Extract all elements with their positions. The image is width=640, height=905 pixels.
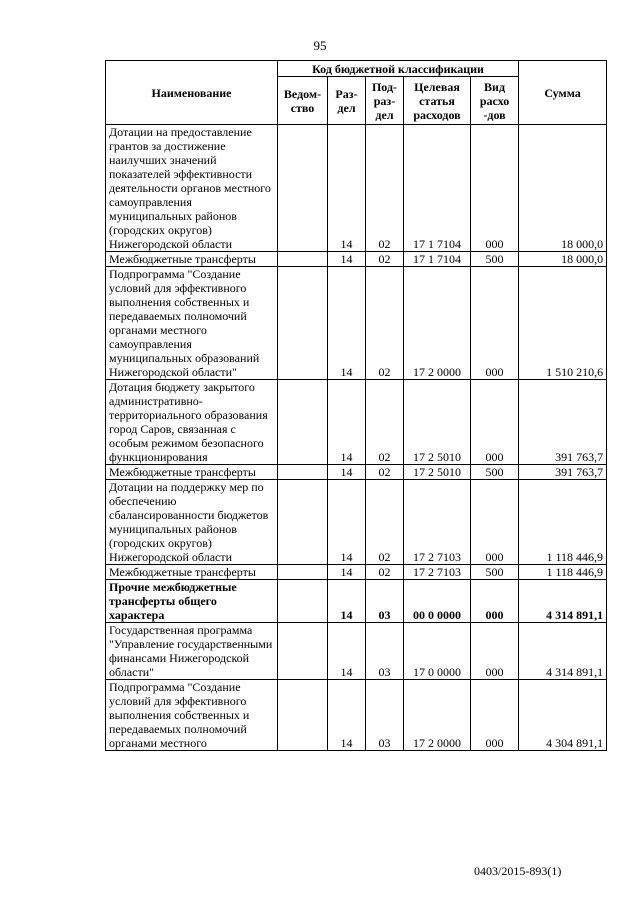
row-subsection: 02 [366,465,404,480]
row-target-article: 17 0 0000 [404,623,471,680]
row-department [278,380,328,465]
header-sum: Сумма [519,61,607,125]
row-target-article: 17 2 5010 [404,380,471,465]
row-name: Подпрограмма "Создание условий для эффективного выполнения собственных и передаваемых полномочий органами местного [106,680,278,751]
row-department [278,580,328,623]
row-expense-type: 000 [471,623,519,680]
row-subsection: 03 [366,580,404,623]
header-department: Ведом-ство [278,77,328,125]
row-expense-type: 500 [471,252,519,267]
row-department [278,252,328,267]
row-name: Прочие межбюджетные трансферты общего характера [106,580,278,623]
row-name: Межбюджетные трансферты [106,465,278,480]
row-expense-type: 000 [471,680,519,751]
row-sum: 4 314 891,1 [519,623,607,680]
row-section: 14 [328,565,366,580]
row-department [278,680,328,751]
row-expense-type: 000 [471,580,519,623]
row-name: Дотации на поддержку мер по обеспечению сбалансированности бюджетов муниципальных районов (городских округов) Нижегородской области [106,480,278,565]
table-row [106,580,607,623]
row-sum: 18 000,0 [519,125,607,252]
row-section: 14 [328,680,366,751]
row-expense-type: 500 [471,465,519,480]
row-sum: 4 314 891,1 [519,580,607,623]
document-code: 0403/2015-893(1) [474,864,562,878]
row-target-article: 17 2 5010 [404,465,471,480]
table-row [106,680,607,751]
row-subsection: 02 [366,267,404,380]
table-row [106,480,607,565]
row-department [278,267,328,380]
table-row [106,623,607,680]
row-name: Дотации на предоставление грантов за достижение наилучших значений показателей эффективности деятельности органов местного самоуправления муниципальных районов (городских округов) Нижегородской области [106,125,278,252]
row-department [278,565,328,580]
row-name: Дотация бюджету закрытого административно-территориального образования город Саров, связанная с особым режимом безопасного функционирования [106,380,278,465]
row-section: 14 [328,623,366,680]
row-section: 14 [328,125,366,252]
row-section: 14 [328,465,366,480]
row-section: 14 [328,267,366,380]
row-expense-type: 000 [471,267,519,380]
row-name: Подпрограмма "Создание условий для эффективного выполнения собственных и передаваемых полномочий органами местного самоуправления муниципальных образований Нижегородской области" [106,267,278,380]
row-target-article: 17 1 7104 [404,125,471,252]
row-department [278,623,328,680]
row-name: Государственная программа "Управление государственными финансами Нижегородской области" [106,623,278,680]
row-name: Межбюджетные трансферты [106,252,278,267]
row-expense-type: 500 [471,565,519,580]
row-subsection: 02 [366,252,404,267]
row-section: 14 [328,580,366,623]
row-target-article: 17 2 0000 [404,267,471,380]
table-row [106,125,607,252]
table-row [106,380,607,465]
header-section: Раз-дел [328,77,366,125]
row-sum: 391 763,7 [519,465,607,480]
row-section: 14 [328,480,366,565]
table-row [106,465,607,480]
row-expense-type: 000 [471,480,519,565]
row-target-article: 17 2 7103 [404,480,471,565]
row-sum: 1 118 446,9 [519,565,607,580]
row-target-article: 00 0 0000 [404,580,471,623]
row-target-article: 17 1 7104 [404,252,471,267]
row-section: 14 [328,380,366,465]
row-sum: 1 510 210,6 [519,267,607,380]
row-department [278,480,328,565]
row-sum: 4 304 891,1 [519,680,607,751]
row-subsection: 02 [366,125,404,252]
table-row [106,267,607,380]
header-budget-code: Код бюджетной классификации [278,61,519,77]
table-row [106,252,607,267]
table-body [106,125,607,751]
row-target-article: 17 2 0000 [404,680,471,751]
header-expense-type: Вид расхо -дов [471,77,519,125]
table-row [106,565,607,580]
row-department [278,465,328,480]
row-subsection: 02 [366,380,404,465]
row-expense-type: 000 [471,380,519,465]
row-subsection: 02 [366,565,404,580]
row-sum: 391 763,7 [519,380,607,465]
row-subsection: 02 [366,480,404,565]
row-section: 14 [328,252,366,267]
row-expense-type: 000 [471,125,519,252]
page-number: 95 [313,38,327,53]
header-name: Наименование [106,61,278,125]
header-target-article: Целевая статья расходов [404,77,471,125]
row-sum: 18 000,0 [519,252,607,267]
row-department [278,125,328,252]
row-name: Межбюджетные трансферты [106,565,278,580]
row-subsection: 03 [366,623,404,680]
row-sum: 1 118 446,9 [519,480,607,565]
row-subsection: 03 [366,680,404,751]
header-subsection: Под-раз-дел [366,77,404,125]
row-target-article: 17 2 7103 [404,565,471,580]
budget-table [105,60,607,751]
